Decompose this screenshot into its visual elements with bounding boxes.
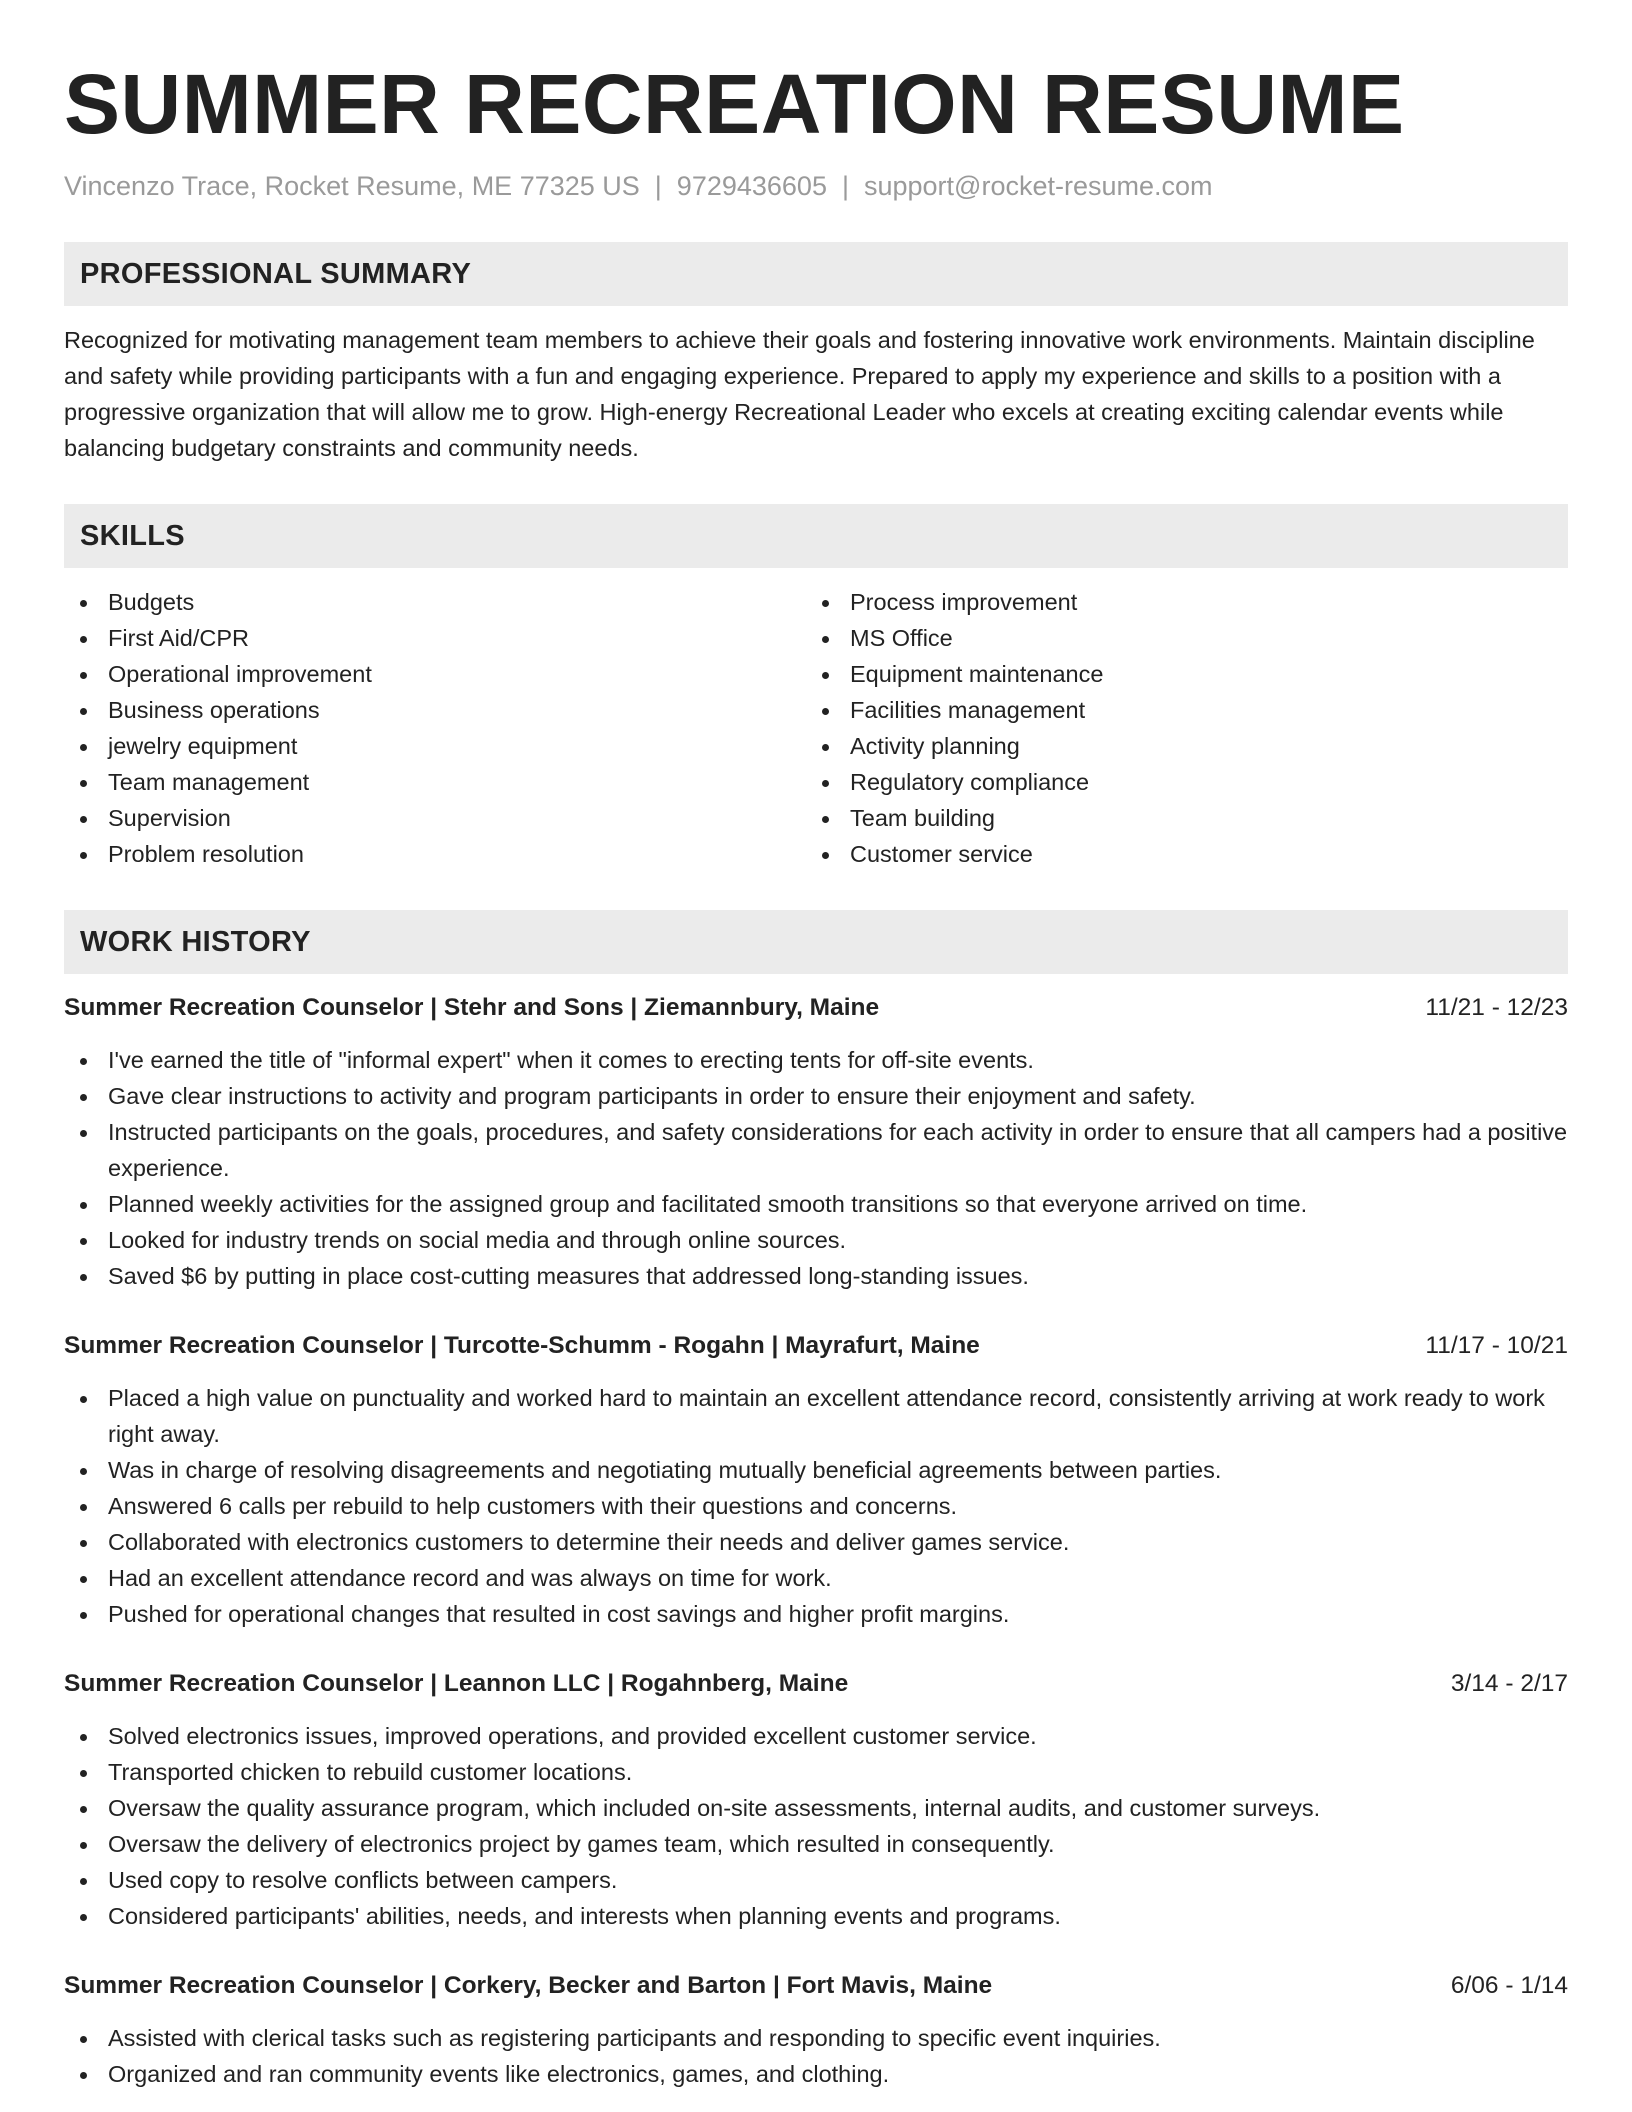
skill-item: jewelry equipment	[64, 728, 806, 764]
job-dates: 11/17 - 10/21	[1425, 1332, 1568, 1359]
job-header	[64, 1328, 1568, 1364]
skill-item: Team management	[64, 764, 806, 800]
job-title: Summer Recreation Counselor | Turcotte-Schumm - Rogahn | Mayrafurt, Maine	[64, 1332, 980, 1359]
job-dates: 6/06 - 1/14	[1450, 1972, 1568, 1999]
contact-separator: |	[654, 171, 662, 201]
job-bullet: Saved $6 by putting in place cost-cutting measures that addressed long-standing issues.	[64, 1258, 1568, 1294]
job-bullet: I've earned the title of "informal expert" when it comes to erecting tents for off-site events.	[64, 1042, 1568, 1078]
job-bullets	[64, 1380, 1568, 1632]
job-bullet: Placed a high value on punctuality and worked hard to maintain an excellent attendance record, consistently arriving at work ready to work right away.	[64, 1380, 1568, 1452]
skills-column-right	[806, 584, 1548, 872]
skills-list	[64, 584, 1568, 872]
job-bullets	[64, 1718, 1568, 1934]
job-bullet: Solved electronics issues, improved operations, and provided excellent customer service.	[64, 1718, 1568, 1754]
skill-item: Team building	[806, 800, 1548, 836]
job-dates: 11/21 - 12/23	[1425, 994, 1568, 1021]
work-history-section-header	[64, 910, 1568, 974]
job-title: Summer Recreation Counselor | Corkery, Becker and Barton | Fort Mavis, Maine	[64, 1972, 993, 1999]
job-bullet: Collaborated with electronics customers to determine their needs and deliver games service.	[64, 1524, 1568, 1560]
job-bullet: Oversaw the delivery of electronics project by games team, which resulted in consequently.	[64, 1826, 1568, 1862]
skill-item: Problem resolution	[64, 836, 806, 872]
job-bullet: Organized and ran community events like electronics, games, and clothing.	[64, 2056, 1568, 2092]
job-entry	[64, 990, 1568, 1294]
skill-item: MS Office	[806, 620, 1548, 656]
job-bullet: Looked for industry trends on social media and through online sources.	[64, 1222, 1568, 1258]
skill-item: Facilities management	[806, 692, 1548, 728]
job-entry	[64, 1328, 1568, 1632]
job-title: Summer Recreation Counselor | Stehr and Sons | Ziemannbury, Maine	[64, 994, 880, 1021]
skill-item: Supervision	[64, 800, 806, 836]
skill-item: Business operations	[64, 692, 806, 728]
job-bullet: Assisted with clerical tasks such as registering participants and responding to specific event inquiries.	[64, 2020, 1568, 2056]
contact-phone: 9729436605	[676, 171, 827, 201]
job-bullet: Oversaw the quality assurance program, which included on-site assessments, internal audits, and customer surveys.	[64, 1790, 1568, 1826]
job-bullet: Gave clear instructions to activity and program participants in order to ensure their enjoyment and safety.	[64, 1078, 1568, 1114]
job-bullet: Instructed participants on the goals, procedures, and safety considerations for each activity in order to ensure that all campers had a positive experience.	[64, 1114, 1568, 1186]
job-bullets	[64, 1042, 1568, 1294]
skills-section-header	[64, 504, 1568, 568]
job-bullets	[64, 2020, 1568, 2092]
skill-item: First Aid/CPR	[64, 620, 806, 656]
skills-column-left	[64, 584, 806, 872]
skill-item: Customer service	[806, 836, 1548, 872]
job-bullet: Pushed for operational changes that resulted in cost savings and higher profit margins.	[64, 1596, 1568, 1632]
work-history-heading: WORK HISTORY	[80, 925, 311, 958]
skill-item: Budgets	[64, 584, 806, 620]
job-bullet: Used copy to resolve conflicts between campers.	[64, 1862, 1568, 1898]
contact-line	[64, 168, 1568, 204]
job-dates: 3/14 - 2/17	[1450, 1670, 1568, 1697]
skill-item: Activity planning	[806, 728, 1548, 764]
job-title: Summer Recreation Counselor | Leannon LLC | Rogahnberg, Maine	[64, 1670, 849, 1697]
job-bullet: Answered 6 calls per rebuild to help customers with their questions and concerns.	[64, 1488, 1568, 1524]
job-bullet: Planned weekly activities for the assigned group and facilitated smooth transitions so that everyone arrived on time.	[64, 1186, 1568, 1222]
summary-section-header	[64, 242, 1568, 306]
job-bullet: Had an excellent attendance record and was always on time for work.	[64, 1560, 1568, 1596]
job-header	[64, 990, 1568, 1026]
skill-item: Operational improvement	[64, 656, 806, 692]
job-header	[64, 1666, 1568, 1702]
contact-email: support@rocket-resume.com	[863, 171, 1213, 201]
skill-item: Process improvement	[806, 584, 1548, 620]
job-header	[64, 1968, 1568, 2004]
skills-heading: SKILLS	[80, 519, 185, 552]
job-bullet: Transported chicken to rebuild customer locations.	[64, 1754, 1568, 1790]
skill-item: Regulatory compliance	[806, 764, 1548, 800]
job-bullet: Considered participants' abilities, needs, and interests when planning events and programs.	[64, 1898, 1568, 1934]
contact-address: Vincenzo Trace, Rocket Resume, ME 77325 US	[64, 171, 640, 201]
summary-heading: PROFESSIONAL SUMMARY	[80, 257, 472, 290]
skill-item: Equipment maintenance	[806, 656, 1548, 692]
summary-text: Recognized for motivating management team members to achieve their goals and fostering innovative work environments. Maintain discipline and safety while providing participants with a fun and engaging experience. Prepared to apply my experience and skills to a position with a progressive organization that will allow me to grow. High-energy Recreational Leader who excels at creating exciting calendar events while balancing budgetary constraints and community needs.	[64, 327, 1535, 461]
contact-separator: |	[841, 171, 849, 201]
job-entry	[64, 1666, 1568, 1934]
job-bullet: Was in charge of resolving disagreements and negotiating mutually beneficial agreements between parties.	[64, 1452, 1568, 1488]
job-entry	[64, 1968, 1568, 2092]
resume-title: SUMMER RECREATION RESUME	[64, 57, 1405, 151]
